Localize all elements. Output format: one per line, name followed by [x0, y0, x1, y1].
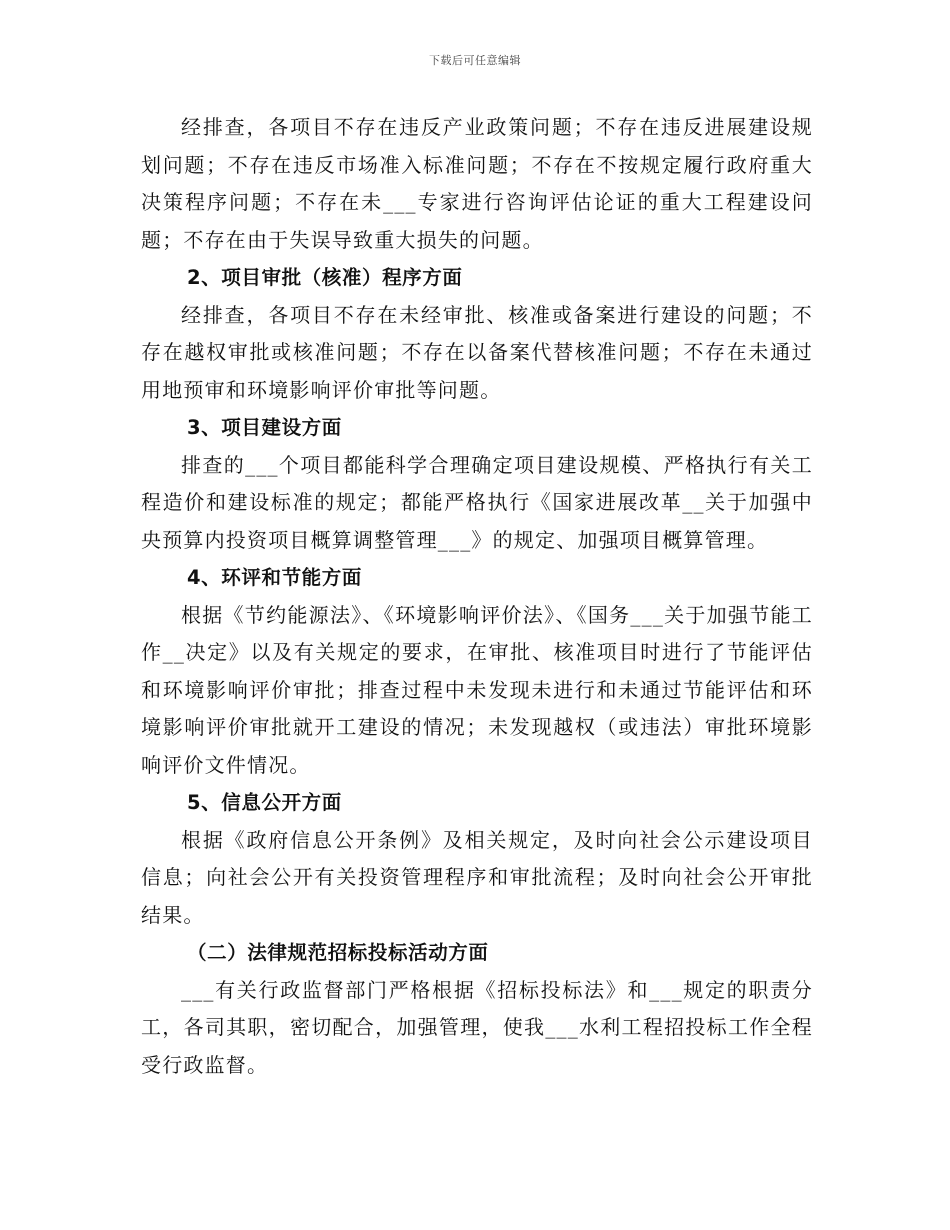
paragraph-eia-energy: 根据《节约能源法》、《环境影响评价法》、《国务___关于加强节能工作__决定》以及有关规定的要求，在审批、核准项目时进行了节能评估和环境影响评价审批；排查过程中未发现未进行和未通过节能评估和环境影响评价审批就开工建设的情况；未发现越权（或违法）审批环境影响评价文件情况。: [141, 602, 813, 777]
heading-eia-energy: 4、环评和节能方面: [187, 566, 362, 589]
heading-information-disclosure: 5、信息公开方面: [187, 791, 342, 814]
paragraph-policy-check: 经排查，各项目不存在违反产业政策问题；不存在违反进展建设规划问题；不存在违反市场准入标准问题；不存在不按规定履行政府重大决策程序问题；不存在未___专家进行咨询评估论证的重大工程建设问题；不存在由于失误导致重大损失的问题。: [141, 115, 813, 252]
heading-approval-procedure: 2、项目审批（核准）程序方面: [187, 266, 463, 289]
paragraph-information-disclosure: 根据《政府信息公开条例》及相关规定，及时向社会公示建设项目信息；向社会公开有关投资管理程序和审批流程；及时向社会公开审批结果。: [141, 827, 813, 927]
heading-bidding-regulation: （二）法律规范招标投标活动方面: [187, 941, 489, 964]
heading-project-construction: 3、项目建设方面: [187, 416, 342, 439]
paragraph-bidding-regulation: ___有关行政监督部门严格根据《招标投标法》和___规定的职责分工，各司其职，密切配合，加强管理，使我___水利工程招投标工作全程受行政监督。: [141, 977, 813, 1077]
paragraph-project-construction: 排查的___个项目都能科学合理确定项目建设规模、严格执行有关工程造价和建设标准的规定；都能严格执行《国家进展改革__关于加强中央预算内投资项目概算调整管理___》的规定、加强项目概算管理。: [141, 452, 813, 552]
page-header: 下载后可任意编辑: [429, 54, 521, 67]
document-body: [141, 109, 813, 1084]
paragraph-approval-procedure: 经排查，各项目不存在未经审批、核准或备案进行建设的问题；不存在越权审批或核准问题；不存在以备案代替核准问题；不存在未通过用地预审和环境影响评价审批等问题。: [141, 302, 813, 402]
